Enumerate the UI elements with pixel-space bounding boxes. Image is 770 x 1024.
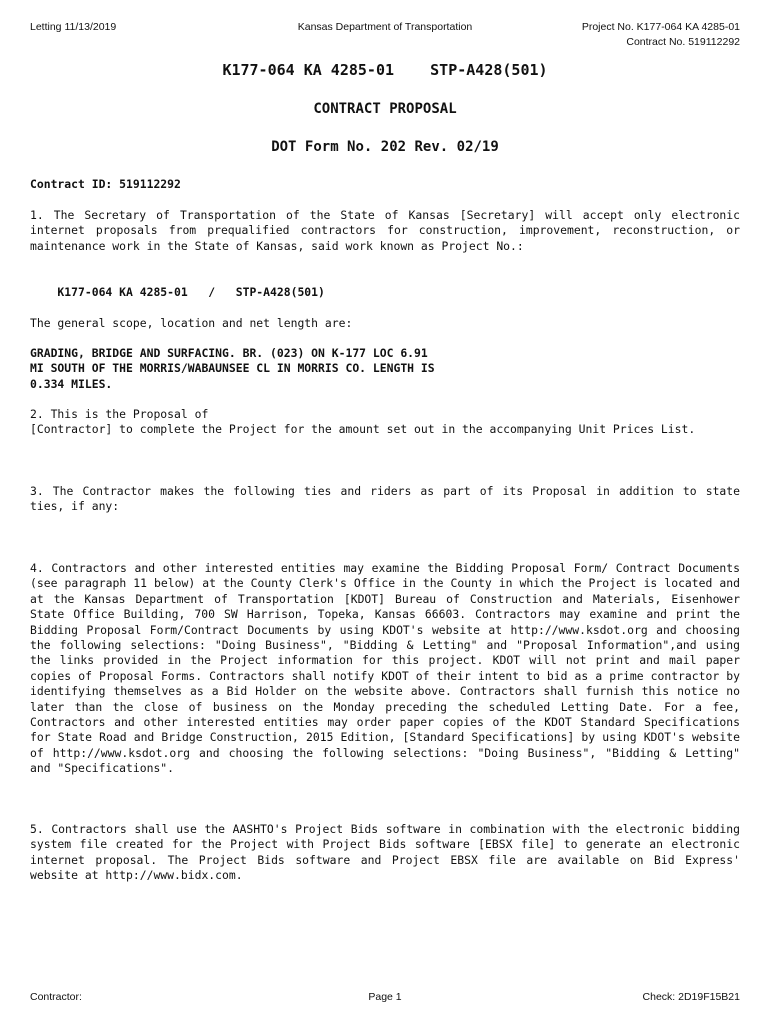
project-numbers: K177-064 KA 4285-01 / STP-A428(501)	[30, 285, 325, 299]
contract-id: Contract ID: 519112292	[30, 177, 181, 191]
project-contract-ref	[582, 20, 740, 50]
paragraph-4: 4. Contractors and other interested entities may examine the Bidding Proposal Form/ Contract Documents (see paragraph 11 below) at the County Clerk's Office in the County in which the Project is located and at the Kansas Department of Transportation [KDOT] Bureau of Construction and Materials, Eisenhower State Office Building, 700 SW Harrison, Topeka, Kansas 66603. Contractors may examine and print the Bidding Proposal Form/Contract Documents by using KDOT's website at http://www.ksdot.org and choosing the following selections: "Doing Business", "Bidding & Letting" and "Proposal Information",and using the links provided in the Project information for this project. KDOT will not print and mail paper copies of Proposal Forms. Contractors shall notify KDOT of their intent to bid as a prime contractor by identifying themselves as a Bid Holder on the website above. Contractors shall furnish this notice no later than the close of business on the Monday preceding the scheduled Letting Date. For a fee, Contractors and other interested entities may order paper copies of the KDOT Standard Specifications for State Road and Bridge Construction, 2015 Edition, [Standard Specifications] by using KDOT's website of http://www.ksdot.org and choosing the following selections: "Doing Business", "Bidding & Letting" and "Specifications".	[30, 561, 740, 776]
paragraph-5: 5. Contractors shall use the AASHTO's Project Bids software in combination with the electronic bidding system file created for the Project with Project Bids software [EBSX file] to generate an electronic internet proposal. The Project Bids software and Project EBSX file are available on Bid Express' website at http://www.bidx.com.	[30, 822, 740, 883]
project-title: K177-064 KA 4285-01 STP-A428(501)	[222, 61, 548, 79]
page-number: Page 1	[368, 991, 402, 1003]
scope-line-1: GRADING, BRIDGE AND SURFACING. BR. (023) ON K-177 LOC 6.91	[30, 346, 428, 360]
contractor-label: Contractor:	[30, 991, 82, 1003]
proposal-title: CONTRACT PROPOSAL	[313, 101, 457, 117]
check-code: Check: 2D19F15B21	[642, 991, 740, 1003]
agency-name: Kansas Department of Transportation	[297, 21, 473, 33]
contract-number: Contract No. 519112292	[626, 36, 740, 48]
scope-line-3: 0.334 MILES.	[30, 376, 113, 391]
paragraph-2	[30, 407, 740, 438]
paragraph-2-rest: [Contractor] to complete the Project for the amount set out in the accompanying Unit Prices List.	[30, 422, 696, 437]
scope-line-2: MI SOUTH OF THE MORRIS/WABAUNSEE CL IN MORRIS CO. LENGTH IS	[30, 361, 435, 376]
scope-intro: The general scope, location and net length are:	[30, 316, 353, 330]
form-title: DOT Form No. 202 Rev. 02/19	[271, 139, 499, 155]
paragraph-1: 1. The Secretary of Transportation of the State of Kansas [Secretary] will accept only electronic internet proposals from prequalified contractors for construction, improvement, reconstruction, or maintenance work in the State of Kansas, said work known as Project No.:	[30, 208, 740, 253]
letting-date: Letting 11/13/2019	[30, 21, 117, 33]
paragraph-3: 3. The Contractor makes the following ties and riders as part of its Proposal in addition to state ties, if any:	[30, 484, 740, 514]
paragraph-2-line-1: 2. This is the Proposal of	[30, 407, 209, 421]
project-number: Project No. K177-064 KA 4285-01	[581, 21, 740, 33]
scope-description	[30, 346, 740, 392]
